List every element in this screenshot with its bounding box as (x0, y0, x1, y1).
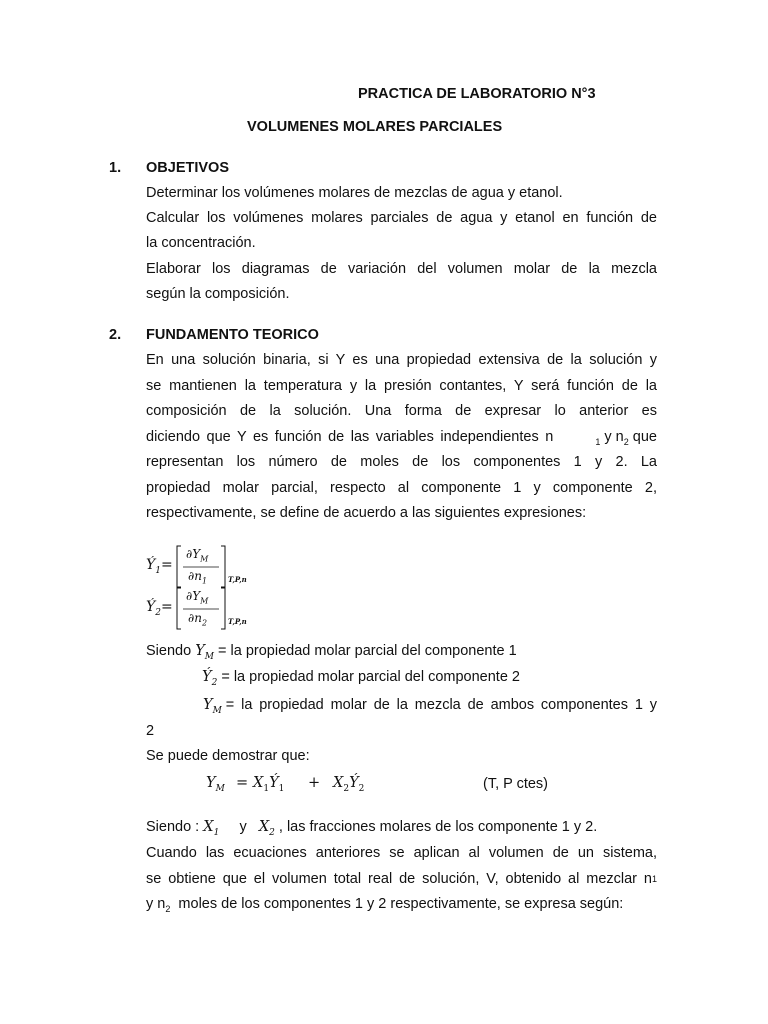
n1-subscript: 1 (595, 436, 601, 447)
section-1-number: 1. (109, 160, 122, 176)
fundamento-line-4-end: que (632, 429, 657, 445)
fundamento-line-4-mid: y n (604, 429, 624, 445)
objective-line-1: Determinar los volúmenes molares de mezclas de agua y etanol. (146, 185, 563, 201)
definition-ym: Siendo $Y_M$ = la propiedad molar parcial del componente 1 (146, 643, 517, 662)
relation-equals: = (236, 775, 249, 791)
equation-1: $Ý_1=$ $\partial Y_M$ $\partial n_1$ T,P,n (146, 545, 256, 589)
fundamento-line-2: se mantienen la temperatura y la presión contantes, Y será función de la (146, 378, 657, 394)
relation-plus: + (308, 775, 321, 791)
equation-2: $Ý_2=$ $\partial Y_M$ $\partial n_2$ T,P,n (146, 587, 256, 631)
definition-ym-mix: $Y_M$ = la propiedad molar de la mezcla de ambos componentes 1 y (203, 697, 657, 716)
fundamento-line-4-text: diciendo que Y es función de las variables independientes n (146, 429, 554, 445)
fundamento-line-3: composición de la solución. Una forma de expresar lo anterior es (146, 403, 657, 419)
objective-line-4: Elaborar los diagramas de variación del volumen molar de la mezcla (146, 261, 657, 277)
document-title: PRACTICA DE LABORATORIO N°3 (358, 86, 596, 102)
section-2-heading: FUNDAMENTO TEORICO (146, 327, 319, 343)
objective-line-2: Calcular los volúmenes molares parciales de agua y etanol en función de (146, 210, 657, 226)
relation-term-1: $X_1Ý_1$ (253, 775, 285, 794)
document-subtitle: VOLUMENES MOLARES PARCIALES (247, 119, 503, 135)
fundamento-line-5: representan los número de moles de los componentes 1 y 2. La (146, 454, 657, 470)
relation-lhs: $Y_M$ (206, 775, 225, 794)
section-2-number: 2. (109, 327, 122, 343)
objective-line-5: según la composición. (146, 286, 290, 302)
fundamento-line-6: propiedad molar parcial, respecto al componente 1 y componente 2, (146, 480, 657, 496)
n2-subscript: 2 (623, 436, 629, 447)
relation-conditions: (T, P ctes) (483, 776, 548, 792)
closing-line-1: Cuando las ecuaciones anteriores se aplican al volumen de un sistema, (146, 845, 657, 861)
fractions-definition: Siendo : $X_1$ y $X_2$ , las fracciones molares de los componente 1 y 2. (146, 819, 598, 838)
fundamento-line-1: En una solución binaria, si Y es una propiedad extensiva de la solución y (146, 352, 657, 368)
fundamento-line-7: respectivamente, se define de acuerdo a las siguientes expresiones: (146, 505, 587, 521)
relation-term-2: $X_2Ý_2$ (333, 775, 365, 794)
definition-ym-mix-cont: 2 (146, 723, 155, 739)
fundamento-line-4 (146, 427, 657, 452)
demostrar-text: Se puede demostrar que: (146, 748, 310, 764)
objective-line-3: la concentración. (146, 235, 256, 251)
closing-line-3: y $n_2$ moles de los componentes 1 y 2 respectivamente, se expresa según: (146, 896, 624, 914)
section-1-heading: OBJETIVOS (146, 160, 229, 176)
definition-y2: $Ý_2$ = la propiedad molar parcial del componente 2 (202, 669, 520, 688)
closing-line-2: se obtiene que el volumen total real de solución, V, obtenido al mezclar n 1 (146, 871, 657, 887)
